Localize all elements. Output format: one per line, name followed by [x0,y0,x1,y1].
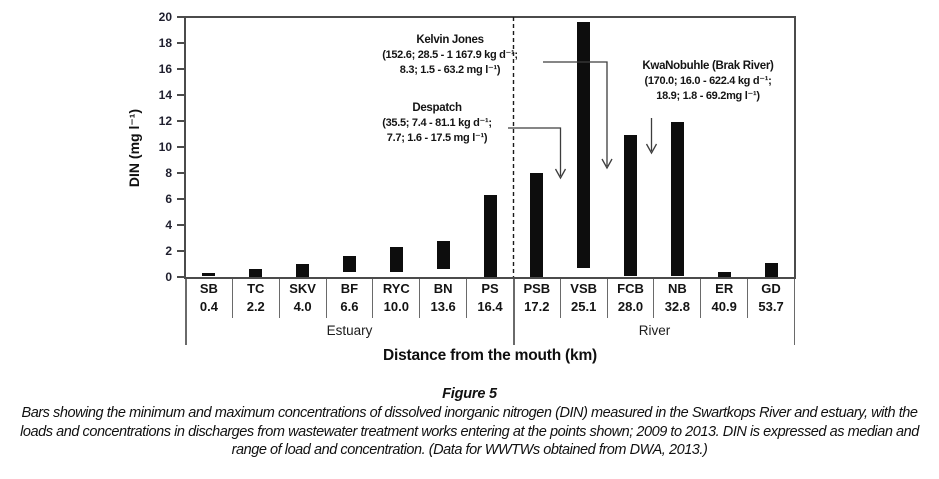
station-distance-VSB: 25.1 [571,299,597,314]
station-code-NB: NB [667,281,687,296]
station-code-FCB: FCB [617,281,644,296]
station-distance-PS: 16.4 [477,299,503,314]
station-cell-ER [701,279,748,318]
bar-PS [484,195,497,277]
annotation-kwanobuhle-conc: 18.9; 1.8 - 69.2mg l⁻¹) [656,90,760,102]
y-tick-label-0: 0 [165,270,172,284]
station-cell-FCB [608,279,655,318]
annotation-kelvin-jones-title: Kelvin Jones [416,34,484,46]
y-tick-label-20: 20 [158,10,172,24]
station-distance-BN: 13.6 [430,299,456,314]
x-axis-title: Distance from the mouth (km) [382,347,597,364]
group-label-estuary: Estuary [326,323,373,338]
station-distance-BF: 6.6 [340,299,359,314]
bar-BF [343,256,356,272]
y-tick-4 [177,224,184,226]
station-distance-RYC: 10.0 [383,299,409,314]
bar-FCB [624,135,637,276]
station-code-SKV: SKV [289,281,316,296]
bar-VSB [577,22,590,268]
station-distance-ER: 40.9 [711,299,737,314]
annotation-kelvin-jones [340,33,560,78]
annotation-despatch-conc: 7.7; 1.6 - 17.5 mg l⁻¹) [386,132,488,144]
y-tick-6 [177,198,184,200]
station-cell-BN [420,279,467,318]
figure-caption-line-2: loads and concentrations in discharges from wastewater treatment works entering at the points shown; 2009 to 2013. DIN is expressed as median and [20,423,919,440]
station-cell-GD [748,279,795,318]
station-code-BF: BF [340,281,359,296]
annotation-kelvin-jones-load: (152.6; 28.5 - 1 167.9 kg d⁻¹; [382,49,518,61]
station-cell-SKV [280,279,327,318]
station-code-PS: PS [481,281,499,296]
y-tick-12 [177,120,184,122]
station-code-TC: TC [247,281,265,296]
y-tick-label-16: 16 [158,62,172,76]
station-cell-SB [185,279,233,318]
y-tick-label-8: 8 [165,166,172,180]
bar-ER [718,272,731,277]
y-tick-label-4: 4 [165,218,172,232]
y-axis-title: DIN (mg l⁻¹) [126,108,142,188]
y-tick-2 [177,250,184,252]
annotation-despatch [347,101,527,146]
station-cell-BF [327,279,374,318]
bar-BN [437,241,450,270]
station-distance-SB: 0.4 [199,299,218,314]
station-code-SB: SB [199,281,218,296]
bar-TC [249,269,262,277]
station-distance-PSB: 17.2 [524,299,550,314]
y-tick-label-10: 10 [158,140,172,154]
y-tick-label-12: 12 [158,114,172,128]
y-tick-label-6: 6 [165,192,172,206]
y-tick-14 [177,94,184,96]
station-code-RYC: RYC [382,281,410,296]
bar-SKV [296,264,309,277]
y-tick-20 [177,16,184,18]
figure-caption-title: Figure 5 [442,386,497,402]
figure-caption [0,385,939,460]
station-cell-VSB [561,279,608,318]
station-code-GD: GD [761,281,781,296]
annotation-kelvin-jones-conc: 8.3; 1.5 - 63.2 mg l⁻¹) [399,64,501,76]
y-tick-16 [177,68,184,70]
y-tick-0 [177,276,184,278]
station-distance-TC: 2.2 [246,299,265,314]
bar-RYC [390,247,403,272]
y-tick-label-14: 14 [158,88,172,102]
bar-PSB [530,173,543,277]
group-label-river: River [638,323,671,338]
bar-GD [765,263,778,277]
annotation-despatch-load: (35.5; 7.4 - 81.1 kg d⁻¹; [382,117,492,129]
station-cell-TC [233,279,280,318]
station-distance-FCB: 28.0 [617,299,644,314]
y-tick-8 [177,172,184,174]
station-distance-GD: 53.7 [758,299,784,314]
station-code-ER: ER [715,281,734,296]
bar-NB [671,122,684,276]
y-tick-label-2: 2 [165,244,172,258]
station-distance-NB: 32.8 [664,299,691,314]
station-distance-SKV: 4.0 [293,299,312,314]
y-tick-label-18: 18 [158,36,172,50]
figure-caption-line-3: range of load and concentration. (Data for WWTWs obtained from DWA, 2013.) [231,442,708,458]
station-cell-PS [467,279,514,318]
y-tick-18 [177,42,184,44]
station-code-VSB: VSB [570,281,598,296]
annotation-kwanobuhle-load: (170.0; 16.0 - 622.4 kg d⁻¹; [644,75,772,87]
station-code-BN: BN [433,281,453,296]
station-cell-NB [654,279,701,318]
y-tick-10 [177,146,184,148]
figure-caption-line-1: Bars showing the minimum and maximum concentrations of dissolved inorganic nitrogen (DIN) measured in the Swartkops River and estuary, with the [21,405,918,421]
annotation-despatch-title: Despatch [412,102,462,114]
x-axis-station-row [185,279,795,318]
station-cell-RYC [373,279,420,318]
annotation-kwanobuhle-title: KwaNobuhle (Brak River) [642,60,774,72]
station-cell-PSB [514,279,561,318]
station-code-PSB: PSB [523,281,551,296]
annotation-kwanobuhle [618,59,798,104]
bar-SB [202,273,215,276]
